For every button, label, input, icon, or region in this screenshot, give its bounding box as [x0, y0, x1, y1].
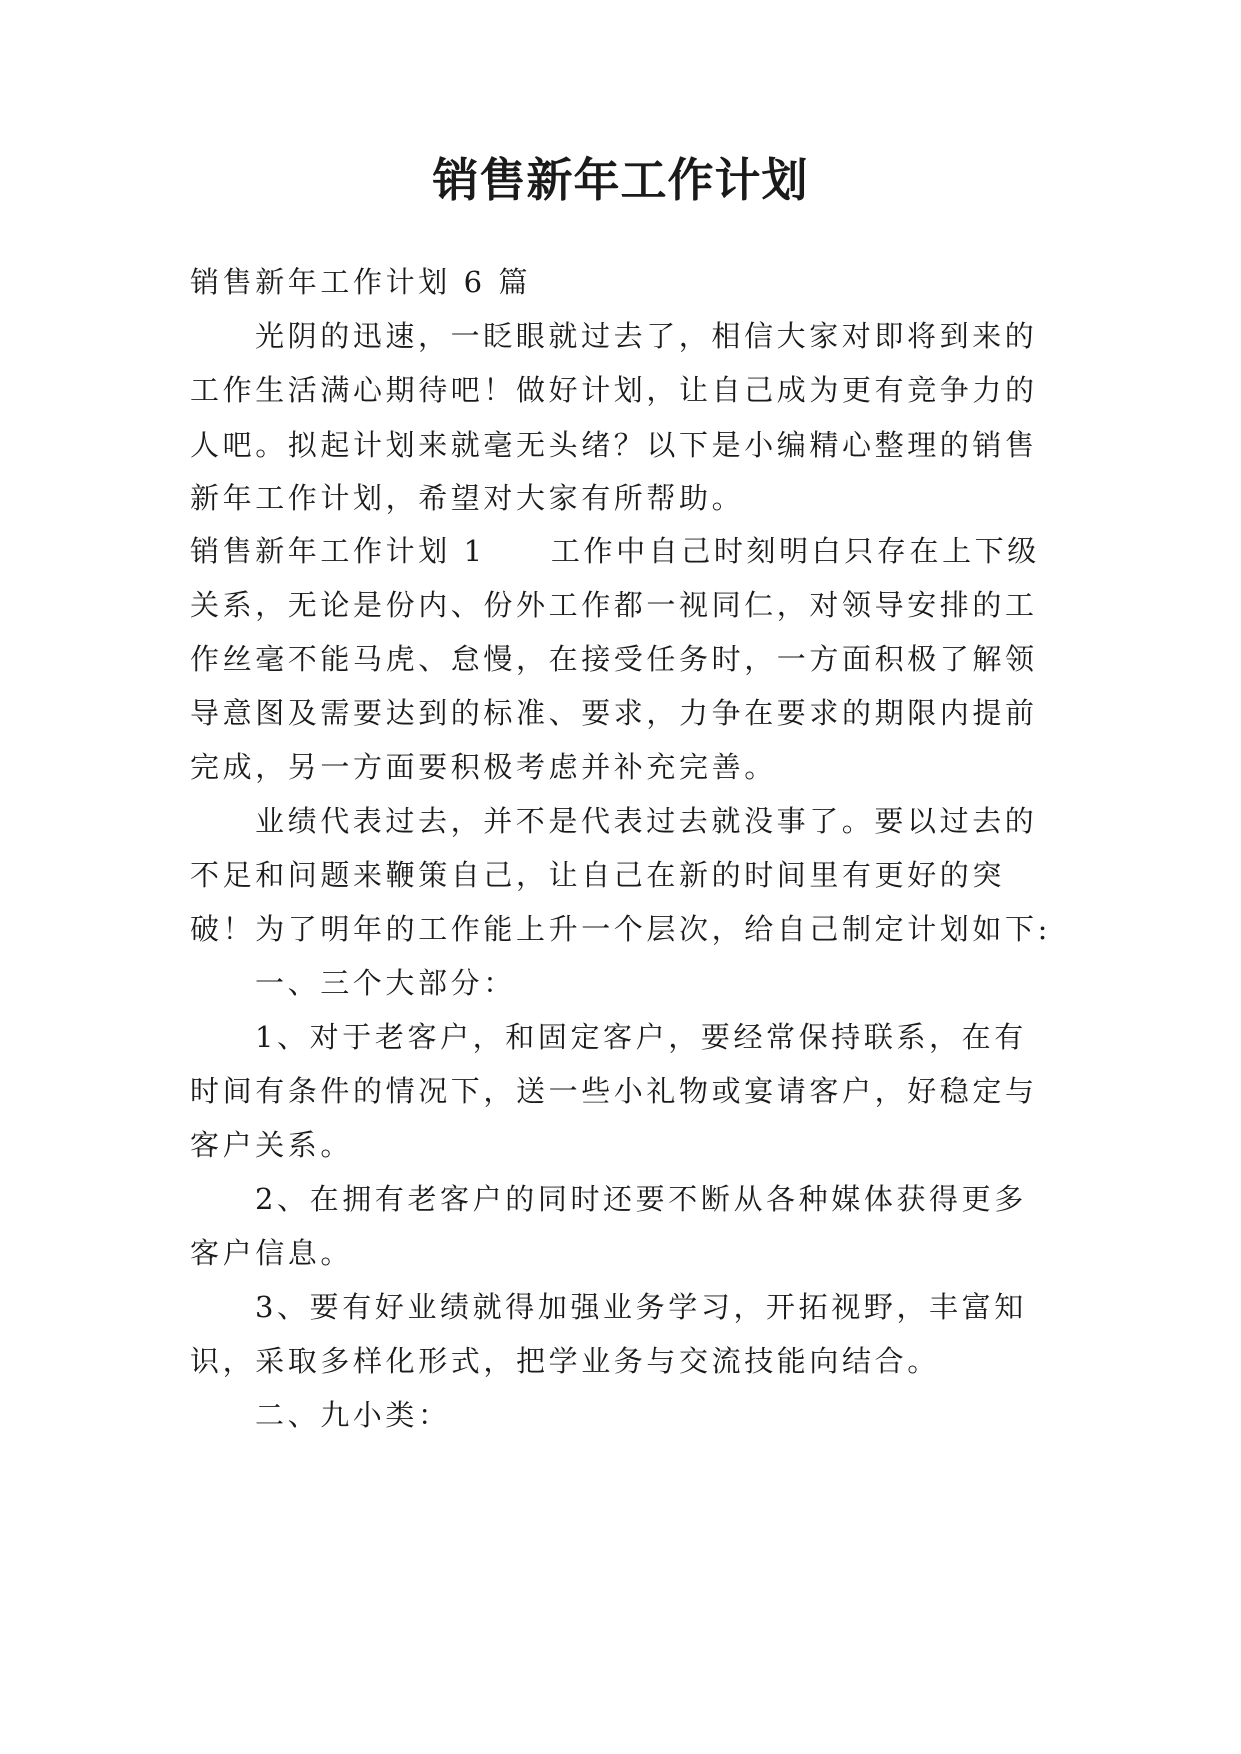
paragraph-line: 人吧。拟起计划来就毫无头绪？以下是小编精心整理的销售: [190, 428, 1038, 462]
list-item-line: 客户关系。: [190, 1128, 354, 1162]
list-item-line: 3、要有好业绩就得加强业务学习，开拓视野，丰富知: [255, 1290, 1027, 1324]
paragraph-line: 作丝毫不能马虎、怠慢，在接受任务时，一方面积极了解领: [190, 642, 1038, 676]
paragraph-line: 工作生活满心期待吧！做好计划，让自己成为更有竞争力的: [190, 373, 1038, 407]
paragraph-line: 不足和问题来鞭策自己，让自己在新的时间里有更好的突: [190, 858, 1006, 892]
subtitle-line: 销售新年工作计划 6 篇: [190, 265, 532, 299]
list-item-line: 1、对于老客户，和固定客户，要经常保持联系，在有: [255, 1020, 1027, 1054]
paragraph-line: 完成，另一方面要积极考虑并补充完善。: [190, 750, 777, 784]
paragraph-line: 光阴的迅速，一眨眼就过去了，相信大家对即将到来的: [255, 319, 1038, 353]
section-heading-line: 销售新年工作计划 1 工作中自己时刻明白只存在上下级: [190, 534, 1040, 568]
paragraph-line: 新年工作计划，希望对大家有所帮助。: [190, 481, 745, 515]
paragraph-line: 业绩代表过去，并不是代表过去就没事了。要以过去的: [255, 804, 1038, 838]
paragraph-line: 破！为了明年的工作能上升一个层次，给自己制定计划如下:: [190, 912, 1051, 946]
list-item-line: 2、在拥有老客户的同时还要不断从各种媒体获得更多: [255, 1182, 1027, 1216]
paragraph-line: 导意图及需要达到的标准、要求，力争在要求的期限内提前: [190, 696, 1038, 730]
list-heading-line: 一、三个大部分：: [255, 966, 516, 1000]
list-item-line: 时间有条件的情况下，送一些小礼物或宴请客户，好稳定与: [190, 1074, 1038, 1108]
document-title: 销售新年工作计划: [432, 153, 809, 207]
paragraph-line: 关系，无论是份内、份外工作都一视同仁，对领导安排的工: [190, 588, 1038, 622]
list-heading-line: 二、九小类：: [255, 1398, 451, 1432]
list-item-line: 客户信息。: [190, 1236, 354, 1270]
list-item-line: 识，采取多样化形式，把学业务与交流技能向结合。: [190, 1344, 940, 1378]
